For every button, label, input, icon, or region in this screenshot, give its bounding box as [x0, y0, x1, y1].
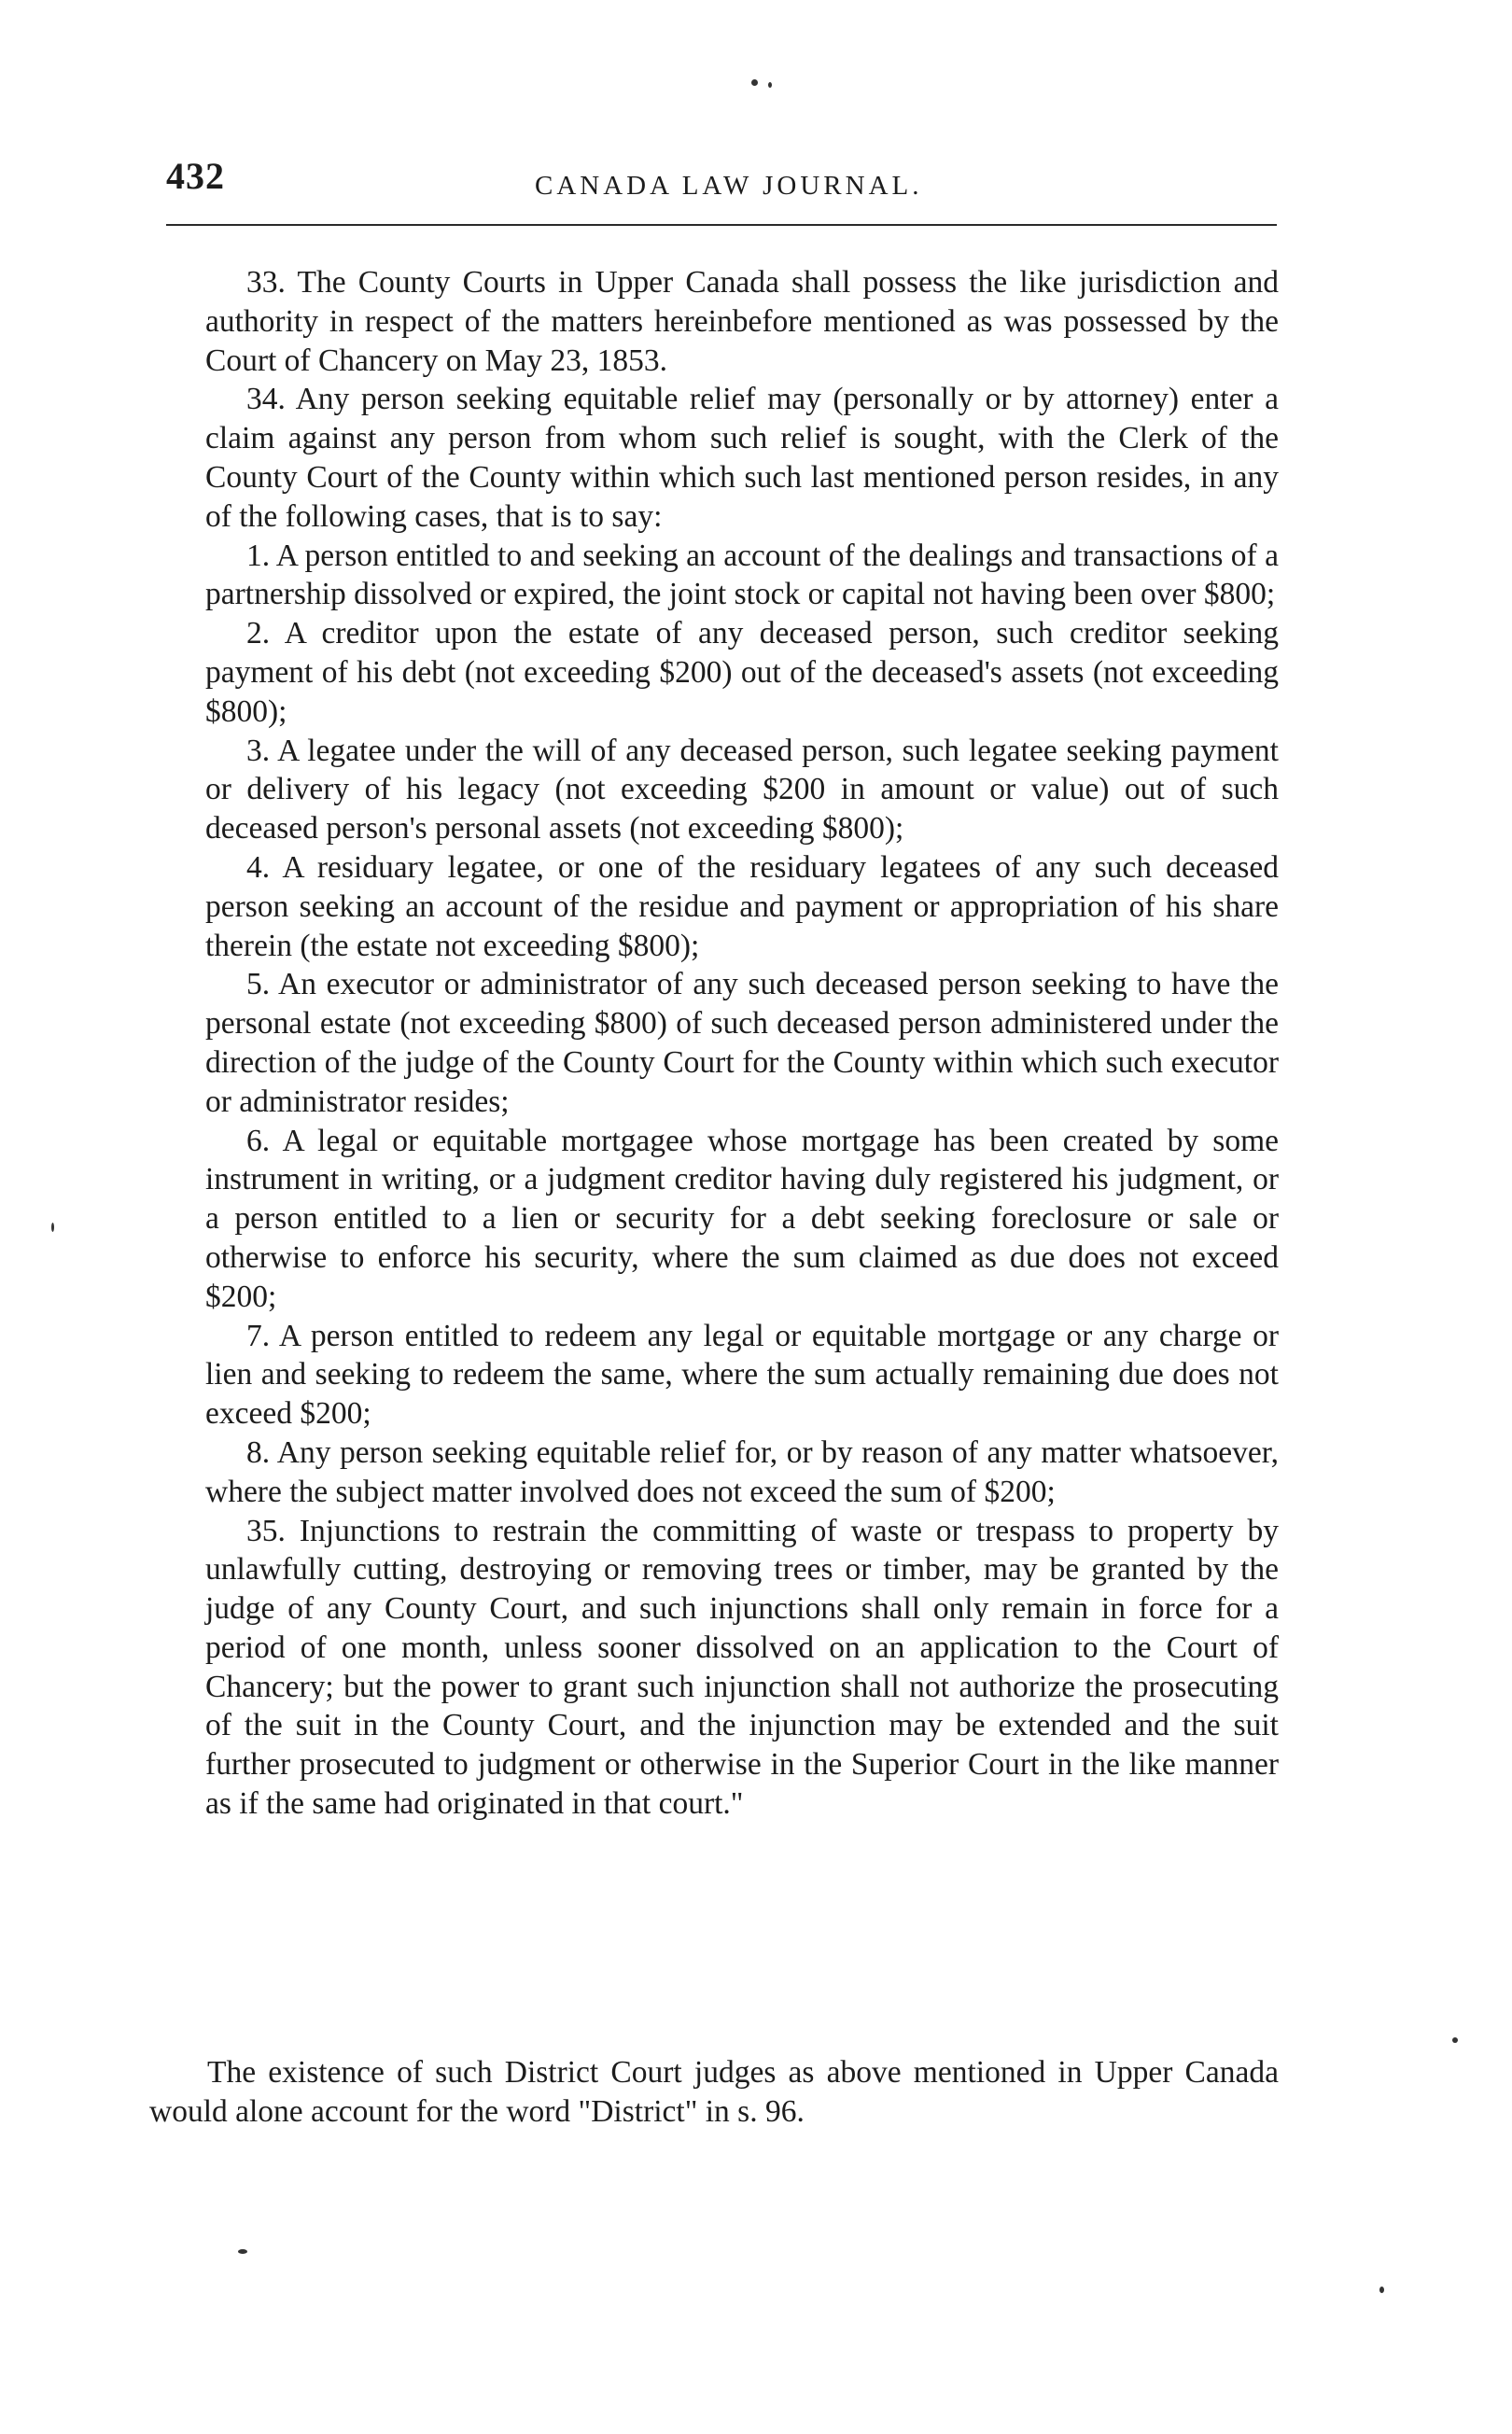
case-7-paragraph: 7. A person entitled to redeem any legal or equitable mortgage or any charge or lien and seeking to redeem the same, where the sum actually remaining due does not exceed $200; [205, 1318, 1279, 1432]
page-header [166, 154, 1286, 210]
section-33-paragraph: 33. The County Courts in Upper Canada shall possess the like jurisdiction and authority in respect of the matters hereinbefore mentioned as was possessed by the Court of Chancery on May 23, 1853. [205, 265, 1279, 378]
scan-speck [51, 1223, 54, 1232]
case-2-paragraph: 2. A creditor upon the estate of any deceased person, such creditor seeking payment of his debt (not exceeding $200) out of the deceased's assets (not exceeding $800); [205, 616, 1279, 729]
scan-speck [751, 79, 758, 86]
case-5-paragraph: 5. An executor or administrator of any such deceased person seeking to have the personal estate (not exceeding $800) of such deceased person administered under the direction of the judge of the County Court for the County within which such executor or administrator resides; [205, 967, 1279, 1119]
scan-speck [1452, 2037, 1458, 2043]
scan-speck [1379, 2287, 1384, 2293]
section-35-paragraph: 35. Injunctions to restrain the committing of waste or trespass to property by unlawfully cutting, destroying or removing trees or timber, may be granted by the judge of any County Court, and such injunctions shall only remain in force for a period of one month, unless sooner dissolved on an application to the Court of Chancery; but the power to grant such injunction shall not authorize the prosecuting of the suit in the County Court, and the injunction may be extended and the suit further prosecuted to judgment or otherwise in the Superior Court in the like manner as if the same had originated in that court." [205, 1513, 1279, 1822]
running-title: CANADA LAW JOURNAL. [535, 171, 923, 201]
scan-speck [238, 2249, 247, 2254]
page-number: 432 [166, 155, 225, 197]
case-4-paragraph: 4. A residuary legatee, or one of the residuary legatees of any such deceased person seeking an account of the residue and payment or appropriation of his share therein (the estate not exceeding $800); [205, 849, 1279, 963]
case-8-paragraph: 8. Any person seeking equitable relief for, or by reason of any matter whatsoever, where the subject matter involved does not exceed the sum of $200; [205, 1434, 1279, 1509]
case-6-paragraph: 6. A legal or equitable mortgagee whose mortgage has been created by some instrument in writing, or a judgment creditor having duly registered his judgment, or a person entitled to a lien or security for a debt seeking foreclosure or sale or otherwise to enforce his security, where the sum claimed as due does not exceed $200; [205, 1123, 1279, 1314]
case-1-paragraph: 1. A person entitled to and seeking an account of the dealings and transactions of a partnership dissolved or expired, the joint stock or capital not having been over $800; [205, 538, 1279, 612]
closing-commentary [149, 2053, 1279, 2132]
closing-paragraph: The existence of such District Court judges as above mentioned in Upper Canada would alone account for the word "District" in s. 96. [149, 2055, 1279, 2129]
header-rule [166, 224, 1277, 226]
case-3-paragraph: 3. A legatee under the will of any deceased person, such legatee seeking payment or delivery of his legacy (not exceeding $200 in amount or value) out of such deceased person's personal assets (not exceeding $800); [205, 733, 1279, 846]
section-34-paragraph: 34. Any person seeking equitable relief may (personally or by attorney) enter a claim against any person from whom such relief is sought, with the Clerk of the County Court of the County within which such last mentioned person resides, in any of the following cases, that is to say: [205, 382, 1279, 534]
quoted-statute-text [205, 263, 1279, 1824]
scan-speck [768, 82, 772, 88]
